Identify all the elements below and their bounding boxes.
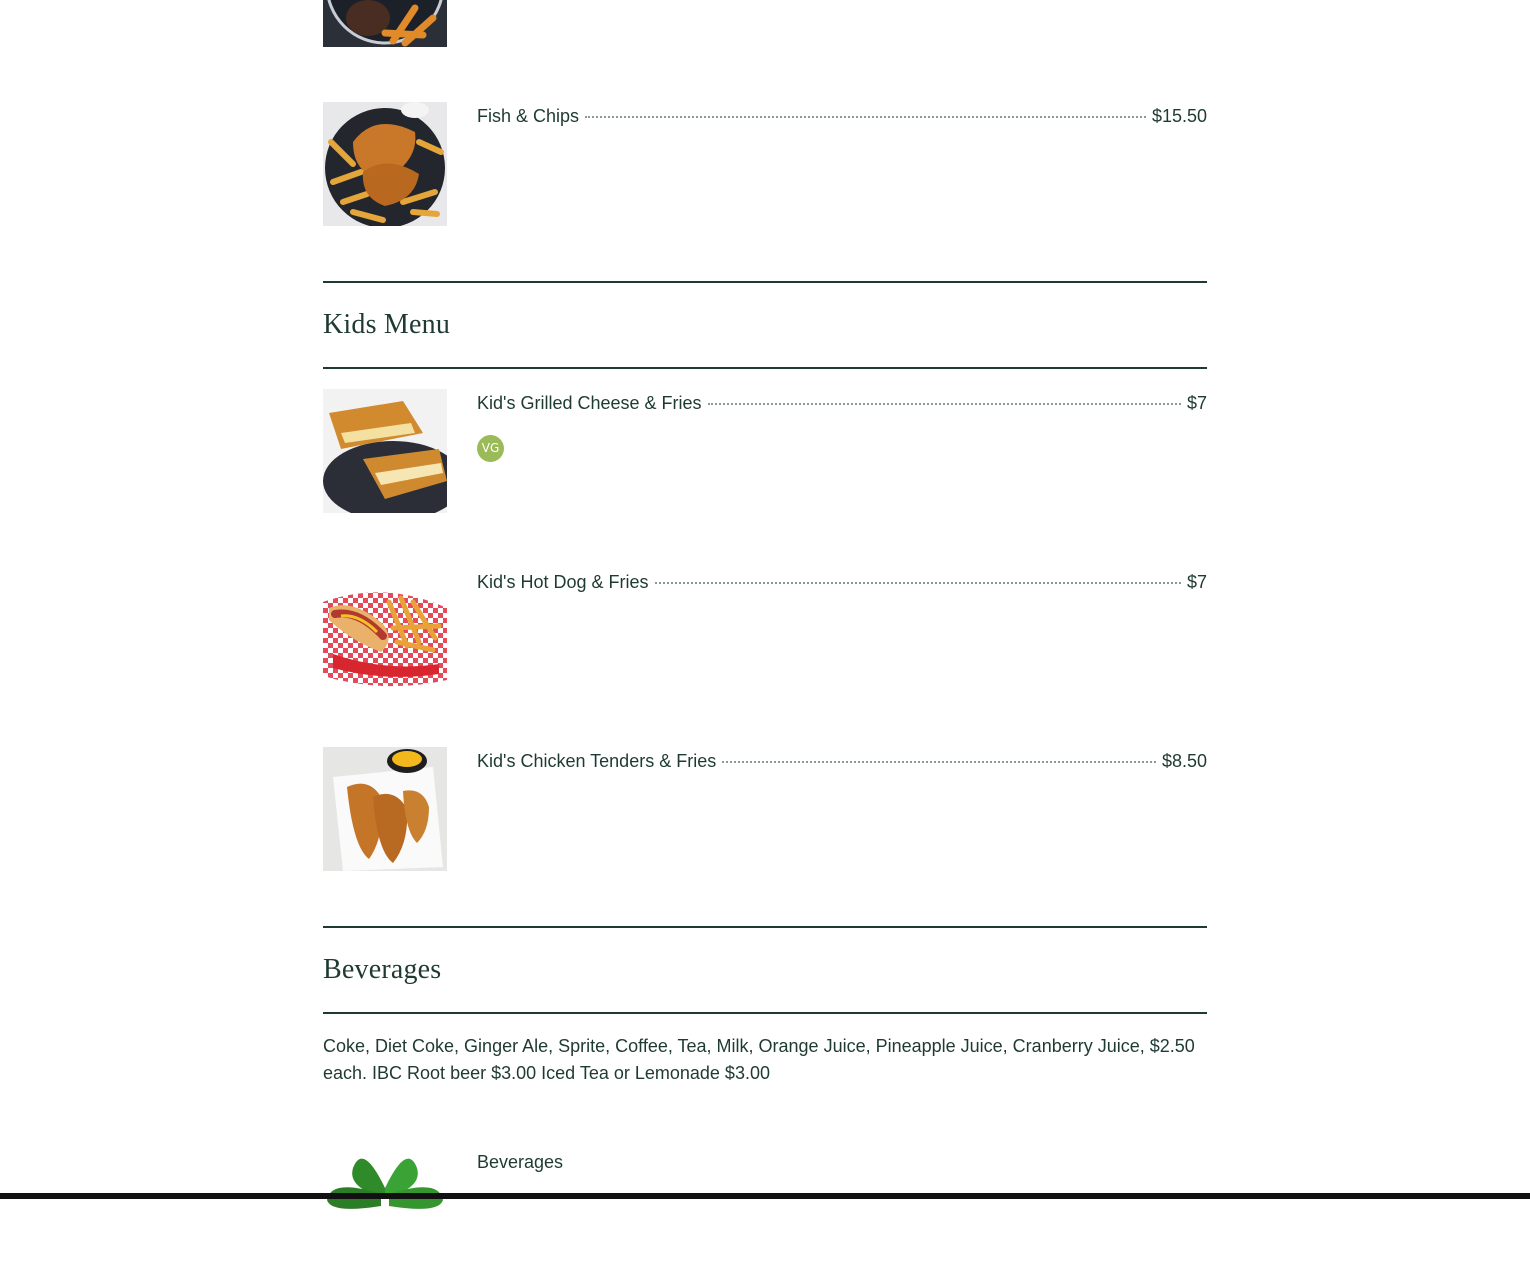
section-title-kids-menu: Kids Menu bbox=[323, 309, 451, 340]
beverages-row bbox=[477, 1151, 1207, 1173]
item-price: $8.50 bbox=[1161, 751, 1207, 771]
beverages-description: Coke, Diet Coke, Ginger Ale, Sprite, Coffee, Tea, Milk, Orange Juice, Pineapple Juice, Cranberry Juice, $2.50 each. IBC Root beer $3.00 Iced Tea or Lemonade $3.00 bbox=[323, 1036, 1195, 1083]
fish-and-chips-row bbox=[477, 105, 1207, 127]
item-name: Beverages bbox=[477, 1152, 564, 1172]
dotted-leader bbox=[585, 116, 1146, 118]
dotted-leader bbox=[722, 761, 1156, 763]
grilled-cheese-image[interactable] bbox=[323, 389, 447, 513]
item-name: Fish & Chips bbox=[477, 106, 580, 126]
kids-hot-dog-row bbox=[477, 571, 1207, 593]
kids-chicken-tenders-row bbox=[477, 750, 1207, 772]
chicken-tenders-image[interactable] bbox=[323, 747, 447, 871]
previous-item-image[interactable] bbox=[323, 0, 447, 47]
menu-item-previous bbox=[323, 0, 1207, 47]
bottom-bar bbox=[0, 1193, 1530, 1199]
item-name: Kid's Grilled Cheese & Fries bbox=[477, 393, 702, 413]
section-title-beverages: Beverages bbox=[323, 954, 442, 985]
dotted-leader bbox=[708, 403, 1181, 405]
menu-item-kids-grilled-cheese[interactable] bbox=[323, 389, 1207, 513]
menu-item-fish-and-chips[interactable] bbox=[323, 102, 1207, 226]
item-price: $7 bbox=[1186, 572, 1207, 592]
dotted-leader bbox=[655, 582, 1181, 584]
hot-dog-image[interactable] bbox=[323, 568, 447, 692]
section-divider-bottom bbox=[323, 367, 1207, 369]
section-divider-top bbox=[323, 926, 1207, 928]
item-name: Kid's Hot Dog & Fries bbox=[477, 572, 649, 592]
shamrock-icon[interactable] bbox=[323, 1148, 447, 1272]
section-divider-top bbox=[323, 281, 1207, 283]
menu-item-beverages[interactable] bbox=[323, 1148, 1207, 1272]
menu-item-kids-chicken-tenders[interactable] bbox=[323, 747, 1207, 871]
section-divider-bottom bbox=[323, 1012, 1207, 1014]
item-price: $15.50 bbox=[1151, 106, 1207, 126]
item-price: $7 bbox=[1186, 393, 1207, 413]
vg-badge-icon: VG bbox=[477, 435, 504, 462]
item-name: Kid's Chicken Tenders & Fries bbox=[477, 751, 717, 771]
kids-grilled-cheese-row bbox=[477, 392, 1207, 414]
fish-and-chips-image[interactable] bbox=[323, 102, 447, 226]
menu-item-kids-hot-dog[interactable] bbox=[323, 568, 1207, 692]
